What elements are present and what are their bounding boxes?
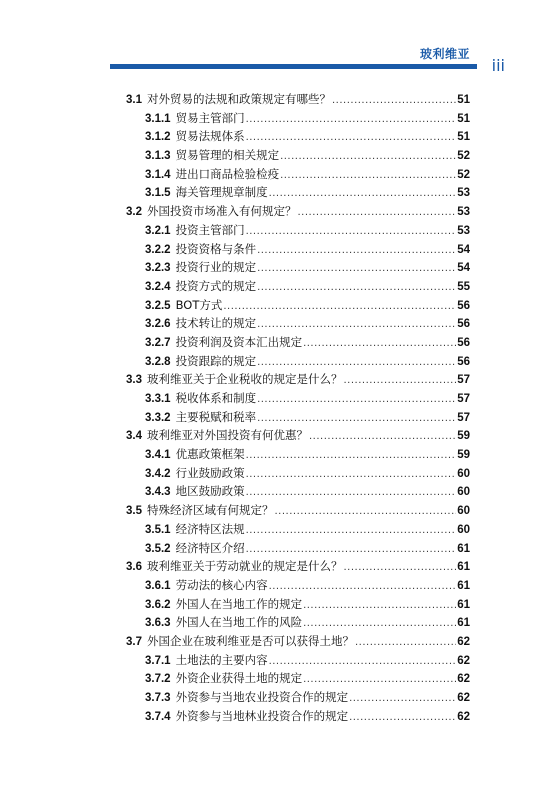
toc-dot-leader bbox=[355, 634, 456, 653]
toc-entry-page: 61 bbox=[457, 598, 470, 611]
toc-entry-title: 投资资格与条件 bbox=[175, 241, 257, 256]
toc-entry-number: 3.1.5 bbox=[145, 187, 171, 200]
toc-dot-leader bbox=[246, 447, 457, 466]
toc-entry-page: 61 bbox=[457, 542, 470, 555]
toc-entry-number: 3.6 bbox=[126, 561, 142, 574]
toc-dot-leader bbox=[349, 709, 456, 728]
toc-entry-title: 地区鼓励政策 bbox=[175, 484, 245, 499]
toc-dot-leader bbox=[332, 92, 456, 111]
toc-entry-title: 玻利维亚对外国投资有何优惠？ bbox=[147, 428, 308, 443]
toc-entry[interactable] bbox=[126, 370, 470, 389]
toc-entry-page: 57 bbox=[457, 393, 470, 405]
toc-entry-title: 进出口商品检验检疫 bbox=[175, 166, 280, 181]
toc-entry-title: 行业鼓励政策 bbox=[175, 465, 245, 480]
toc-entry-number: 3.3.2 bbox=[145, 411, 171, 424]
toc-entry-title: 特殊经济区域有何规定？ bbox=[147, 503, 274, 518]
toc-entry-page: 60 bbox=[457, 467, 470, 480]
toc-entry-number: 3.2.8 bbox=[145, 355, 171, 368]
toc-dot-leader bbox=[257, 260, 456, 279]
toc-entry-number: 3.7.4 bbox=[145, 710, 171, 723]
toc-entry-title: 优惠政策框架 bbox=[175, 447, 245, 462]
toc-entry-page: 62 bbox=[457, 692, 470, 704]
toc-entry[interactable] bbox=[126, 202, 470, 221]
toc-entry-page: 54 bbox=[457, 243, 470, 256]
toc-entry-page: 51 bbox=[457, 94, 470, 106]
toc-entry-page: 60 bbox=[457, 505, 470, 518]
toc-entry-number: 3.4.1 bbox=[145, 449, 171, 462]
toc-dot-leader bbox=[246, 111, 457, 130]
toc-entry[interactable] bbox=[126, 165, 470, 184]
toc-entry-number: 3.2 bbox=[126, 206, 142, 219]
toc-entry[interactable] bbox=[126, 520, 470, 539]
toc-entry-title: 外资企业获得土地的规定 bbox=[175, 671, 303, 686]
toc-entry-page: 59 bbox=[457, 430, 470, 443]
toc-entry[interactable] bbox=[126, 296, 470, 315]
toc-entry-number: 3.4 bbox=[126, 430, 142, 443]
toc-entry[interactable] bbox=[126, 613, 470, 632]
toc-dot-leader bbox=[303, 597, 456, 616]
toc-entry-number: 3.6.2 bbox=[145, 598, 171, 611]
toc-entry-page: 55 bbox=[457, 280, 470, 293]
toc-entry[interactable] bbox=[126, 258, 470, 277]
toc-entry-title: 贸易主管部门 bbox=[175, 110, 245, 125]
toc-entry[interactable] bbox=[126, 651, 470, 670]
header-divider-bar bbox=[110, 64, 477, 69]
toc-entry-number: 3.5.2 bbox=[145, 542, 171, 555]
toc-entry[interactable] bbox=[126, 240, 470, 259]
toc-entry-title: 税收体系和制度 bbox=[175, 391, 257, 405]
toc-entry-page: 52 bbox=[457, 168, 470, 181]
toc-entry-page: 61 bbox=[457, 579, 470, 592]
toc-entry[interactable] bbox=[126, 595, 470, 614]
toc-entry-title: 投资行业的规定 bbox=[175, 260, 257, 275]
toc-entry[interactable] bbox=[126, 426, 470, 445]
toc-entry-page: 59 bbox=[457, 449, 470, 462]
toc-entry-number: 3.4.3 bbox=[145, 486, 171, 499]
toc-entry[interactable] bbox=[126, 277, 470, 296]
toc-entry-title: 外国人在当地工作的风险 bbox=[175, 615, 303, 630]
toc-entry-number: 3.3.1 bbox=[145, 393, 171, 405]
toc-entry-page: 51 bbox=[457, 131, 470, 144]
toc-entry[interactable] bbox=[126, 389, 470, 408]
toc-entry-page: 60 bbox=[457, 523, 470, 536]
toc-dot-leader bbox=[257, 279, 456, 298]
toc-entry-page: 52 bbox=[457, 150, 470, 163]
toc-dot-leader bbox=[349, 690, 456, 709]
toc-entry-title: BOT方式 bbox=[175, 297, 223, 312]
toc-entry-title: 劳动法的核心内容 bbox=[175, 577, 268, 592]
toc-entry[interactable] bbox=[126, 576, 470, 595]
toc-entry-number: 3.1.1 bbox=[145, 112, 171, 125]
toc-entry-title: 玻利维亚关于企业税收的规定是什么？ bbox=[147, 372, 343, 387]
toc-entry[interactable] bbox=[126, 557, 470, 576]
toc-entry-title: 海关管理规章制度 bbox=[175, 185, 268, 200]
toc-dot-leader bbox=[344, 372, 457, 391]
toc-entry-page: 62 bbox=[457, 710, 470, 723]
toc-entry[interactable] bbox=[126, 539, 470, 558]
toc-entry-title: 投资利润及资本汇出规定 bbox=[175, 334, 303, 349]
toc-entry-number: 3.2.5 bbox=[145, 299, 171, 312]
toc-dot-leader bbox=[246, 223, 457, 242]
toc-entry-number: 3.6.3 bbox=[145, 617, 171, 630]
toc-entry-title: 技术转让的规定 bbox=[175, 316, 257, 331]
toc-dot-leader bbox=[298, 204, 457, 223]
toc-entry-page: 56 bbox=[457, 336, 470, 349]
toc-entry[interactable] bbox=[126, 109, 470, 128]
toc-entry[interactable] bbox=[126, 632, 470, 651]
toc-dot-leader bbox=[344, 559, 457, 578]
toc-entry-number: 3.2.7 bbox=[145, 336, 171, 349]
toc-entry-page: 62 bbox=[457, 654, 470, 667]
toc-entry-title: 贸易法规体系 bbox=[175, 129, 245, 144]
toc-entry-number: 3.2.3 bbox=[145, 262, 171, 275]
table-of-contents bbox=[126, 90, 470, 725]
toc-entry-title: 贸易管理的相关规定 bbox=[175, 148, 280, 163]
toc-dot-leader bbox=[246, 522, 457, 541]
toc-entry-number: 3.2.4 bbox=[145, 280, 171, 293]
toc-dot-leader bbox=[269, 185, 457, 204]
toc-entry[interactable] bbox=[126, 501, 470, 520]
toc-entry-title: 玻利维亚关于劳动就业的规定是什么？ bbox=[147, 559, 343, 574]
toc-entry-page: 56 bbox=[457, 355, 470, 368]
toc-entry-title: 外资参与当地林业投资合作的规定 bbox=[175, 708, 349, 723]
toc-entry-title: 投资跟踪的规定 bbox=[175, 353, 257, 368]
toc-entry[interactable] bbox=[126, 127, 470, 146]
toc-entry-number: 3.3 bbox=[126, 374, 142, 387]
toc-entry-number: 3.2.1 bbox=[145, 224, 171, 237]
toc-dot-leader bbox=[246, 466, 457, 485]
toc-entry[interactable] bbox=[126, 352, 470, 371]
toc-entry[interactable] bbox=[126, 445, 470, 464]
toc-entry-number: 3.6.1 bbox=[145, 579, 171, 592]
toc-entry-title: 外国投资市场准入有何规定？ bbox=[147, 204, 297, 219]
header-title: 玻利维亚 bbox=[419, 47, 470, 61]
toc-entry[interactable] bbox=[126, 408, 470, 427]
toc-entry-page: 53 bbox=[457, 187, 470, 200]
toc-entry-number: 3.7.2 bbox=[145, 673, 171, 686]
toc-entry-title: 外资参与当地农业投资合作的规定 bbox=[175, 690, 349, 704]
toc-entry[interactable] bbox=[126, 221, 470, 240]
toc-entry[interactable] bbox=[126, 464, 470, 483]
toc-entry-number: 3.1.2 bbox=[145, 131, 171, 144]
toc-entry[interactable] bbox=[126, 314, 470, 333]
toc-entry-number: 3.7.1 bbox=[145, 654, 171, 667]
toc-dot-leader bbox=[280, 167, 456, 186]
toc-entry-page: 61 bbox=[457, 617, 470, 630]
toc-entry-title: 对外贸易的法规和政策规定有哪些？ bbox=[147, 92, 331, 106]
toc-entry[interactable] bbox=[126, 669, 470, 688]
toc-entry[interactable] bbox=[126, 688, 470, 707]
toc-dot-leader bbox=[303, 335, 456, 354]
toc-entry-page: 53 bbox=[457, 224, 470, 237]
toc-entry-page: 62 bbox=[457, 635, 470, 648]
toc-entry-page: 61 bbox=[457, 561, 470, 574]
toc-entry[interactable] bbox=[126, 90, 470, 109]
toc-entry-page: 56 bbox=[457, 318, 470, 331]
toc-entry-number: 3.1 bbox=[126, 94, 142, 106]
toc-entry-page: 54 bbox=[457, 262, 470, 275]
toc-entry-title: 投资主管部门 bbox=[175, 222, 245, 237]
toc-entry-number: 3.2.6 bbox=[145, 318, 171, 331]
toc-entry-number: 3.2.2 bbox=[145, 243, 171, 256]
toc-entry-title: 主要税赋和税率 bbox=[175, 409, 257, 424]
toc-dot-leader bbox=[223, 298, 456, 317]
toc-entry[interactable] bbox=[126, 146, 470, 165]
toc-entry-page: 62 bbox=[457, 673, 470, 686]
toc-entry-title: 经济特区法规 bbox=[175, 521, 245, 536]
toc-dot-leader bbox=[280, 148, 456, 167]
toc-entry[interactable] bbox=[126, 482, 470, 501]
toc-dot-leader bbox=[275, 503, 457, 522]
toc-entry-page: 57 bbox=[457, 411, 470, 424]
toc-dot-leader bbox=[257, 391, 456, 410]
toc-entry-page: 57 bbox=[457, 374, 470, 387]
toc-entry-title: 土地法的主要内容 bbox=[175, 652, 268, 667]
toc-entry-number: 3.4.2 bbox=[145, 467, 171, 480]
toc-entry-number: 3.7.3 bbox=[145, 692, 171, 704]
toc-entry-number: 3.1.3 bbox=[145, 150, 171, 163]
toc-entry[interactable] bbox=[126, 707, 470, 726]
toc-entry-number: 3.5.1 bbox=[145, 523, 171, 536]
toc-entry-title: 外国人在当地工作的规定 bbox=[175, 596, 303, 611]
toc-entry-title: 投资方式的规定 bbox=[175, 278, 257, 293]
toc-entry-title: 外国企业在玻利维亚是否可以获得土地？ bbox=[147, 633, 354, 648]
toc-entry-page: 53 bbox=[457, 206, 470, 219]
page-number: iii bbox=[491, 56, 505, 75]
toc-entry-page: 60 bbox=[457, 486, 470, 499]
toc-entry-page: 56 bbox=[457, 299, 470, 312]
toc-entry-number: 3.7 bbox=[126, 635, 142, 648]
toc-entry-number: 3.5 bbox=[126, 505, 142, 518]
toc-entry-page: 51 bbox=[457, 112, 470, 125]
toc-entry[interactable] bbox=[126, 183, 470, 202]
toc-dot-leader bbox=[309, 428, 456, 447]
toc-entry-title: 经济特区介绍 bbox=[175, 540, 245, 555]
toc-entry-number: 3.1.4 bbox=[145, 168, 171, 181]
toc-dot-leader bbox=[257, 242, 456, 261]
toc-dot-leader bbox=[246, 484, 457, 503]
toc-entry[interactable] bbox=[126, 333, 470, 352]
